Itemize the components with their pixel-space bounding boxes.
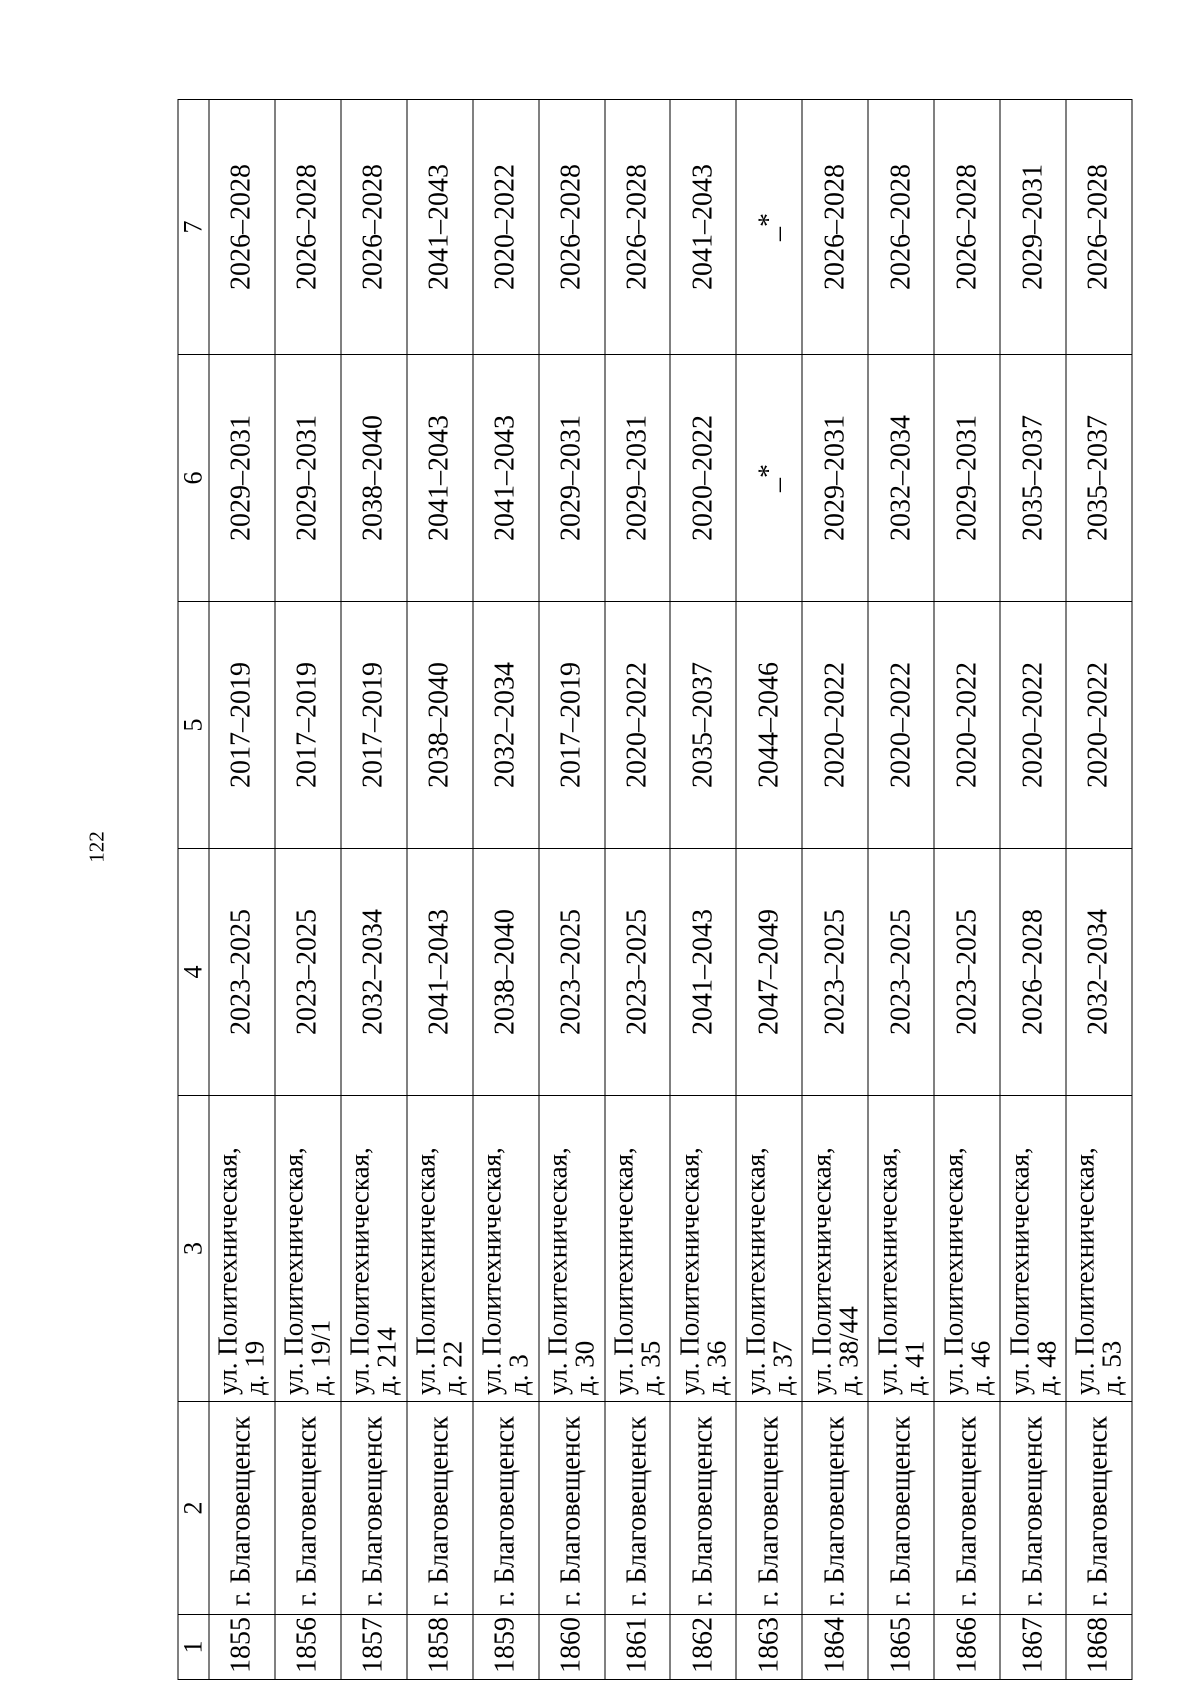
table-row	[802, 100, 868, 1680]
period-col-4: 2038–2040	[473, 849, 539, 1096]
row-number: 1857	[341, 1615, 407, 1680]
row-number: 1861	[605, 1615, 671, 1680]
period-col-6: 2035–2037	[1000, 355, 1066, 602]
period-col-6: 2041–2043	[407, 355, 473, 602]
period-col-7: 2020–2022	[473, 100, 539, 355]
data-table	[178, 99, 1133, 1680]
address-cell	[539, 1096, 605, 1402]
address-street: ул. Политехническая,	[542, 1147, 573, 1395]
city-cell: г. Благовещенск	[802, 1402, 868, 1615]
address-cell	[1000, 1096, 1066, 1402]
header-row	[178, 100, 209, 1680]
address-street: ул. Политехническая,	[344, 1147, 375, 1395]
period-col-4: 2026–2028	[1000, 849, 1066, 1096]
address-house: д. 36	[701, 1340, 732, 1395]
address-cell	[275, 1096, 341, 1402]
period-col-5: 2038–2040	[407, 602, 473, 849]
row-number: 1865	[868, 1615, 934, 1680]
city-cell: г. Благовещенск	[1066, 1402, 1132, 1615]
period-col-7: 2026–2028	[934, 100, 1000, 355]
address-house: д. 19/1	[305, 1319, 336, 1395]
address-house: д. 41	[899, 1340, 930, 1395]
period-col-7: 2026–2028	[802, 100, 868, 355]
address-house: д. 22	[437, 1340, 468, 1395]
row-number: 1856	[275, 1615, 341, 1680]
period-col-6: _*	[736, 355, 802, 602]
address-house: д. 30	[569, 1340, 600, 1395]
table-container	[178, 100, 1133, 1680]
period-col-4: 2032–2034	[341, 849, 407, 1096]
period-col-4: 2023–2025	[209, 849, 275, 1096]
period-col-6: 2020–2022	[670, 355, 736, 602]
period-col-7: 2041–2043	[670, 100, 736, 355]
header-col-2: 2	[178, 1402, 209, 1615]
address-cell	[670, 1096, 736, 1402]
period-col-5: 2017–2019	[209, 602, 275, 849]
address-cell	[802, 1096, 868, 1402]
table-row	[868, 100, 934, 1680]
city-cell: г. Благовещенск	[473, 1402, 539, 1615]
table-row	[539, 100, 605, 1680]
period-col-4: 2047–2049	[736, 849, 802, 1096]
table-row	[1000, 100, 1066, 1680]
period-col-7: 2026–2028	[1066, 100, 1132, 355]
period-col-6: 2029–2031	[934, 355, 1000, 602]
city-cell: г. Благовещенск	[736, 1402, 802, 1615]
table-row	[605, 100, 671, 1680]
address-street: ул. Политехническая,	[212, 1147, 243, 1395]
period-col-6: 2035–2037	[1066, 355, 1132, 602]
row-number: 1860	[539, 1615, 605, 1680]
row-number: 1868	[1066, 1615, 1132, 1680]
address-house: д. 19	[239, 1340, 270, 1395]
header-col-6: 6	[178, 355, 209, 602]
address-street: ул. Политехническая,	[1004, 1147, 1035, 1395]
table-row	[275, 100, 341, 1680]
city-cell: г. Благовещенск	[209, 1402, 275, 1615]
address-house: д. 46	[965, 1340, 996, 1395]
period-col-6: 2029–2031	[605, 355, 671, 602]
header-col-5: 5	[178, 602, 209, 849]
address-cell	[868, 1096, 934, 1402]
period-col-4: 2023–2025	[605, 849, 671, 1096]
address-house: д. 3	[503, 1354, 534, 1395]
period-col-7: _*	[736, 100, 802, 355]
address-street: ул. Политехническая,	[806, 1147, 837, 1395]
table-row	[736, 100, 802, 1680]
period-col-6: 2029–2031	[539, 355, 605, 602]
period-col-4: 2023–2025	[539, 849, 605, 1096]
table-row	[407, 100, 473, 1680]
header-col-1: 1	[178, 1615, 209, 1680]
period-col-6: 2032–2034	[868, 355, 934, 602]
address-house: д. 53	[1096, 1340, 1127, 1395]
row-number: 1867	[1000, 1615, 1066, 1680]
period-col-7: 2041–2043	[407, 100, 473, 355]
table-body	[178, 100, 1132, 1680]
address-cell	[934, 1096, 1000, 1402]
city-cell: г. Благовещенск	[407, 1402, 473, 1615]
address-street: ул. Политехническая,	[410, 1147, 441, 1395]
row-number: 1859	[473, 1615, 539, 1680]
table-row	[670, 100, 736, 1680]
address-house: д. 35	[635, 1340, 666, 1395]
period-col-5: 2020–2022	[1066, 602, 1132, 849]
period-col-5: 2017–2019	[539, 602, 605, 849]
address-street: ул. Политехническая,	[872, 1147, 903, 1395]
period-col-6: 2038–2040	[341, 355, 407, 602]
period-col-4: 2041–2043	[670, 849, 736, 1096]
city-cell: г. Благовещенск	[341, 1402, 407, 1615]
period-col-4: 2023–2025	[934, 849, 1000, 1096]
address-cell	[473, 1096, 539, 1402]
period-col-5: 2017–2019	[341, 602, 407, 849]
period-col-4: 2032–2034	[1066, 849, 1132, 1096]
address-street: ул. Политехническая,	[278, 1147, 309, 1395]
period-col-5: 2035–2037	[670, 602, 736, 849]
address-cell	[209, 1096, 275, 1402]
address-street: ул. Политехническая,	[938, 1147, 969, 1395]
row-number: 1866	[934, 1615, 1000, 1680]
period-col-7: 2029–2031	[1000, 100, 1066, 355]
period-col-5: 2020–2022	[1000, 602, 1066, 849]
address-cell	[605, 1096, 671, 1402]
header-col-4: 4	[178, 849, 209, 1096]
table-row	[473, 100, 539, 1680]
row-number: 1855	[209, 1615, 275, 1680]
period-col-5: 2017–2019	[275, 602, 341, 849]
address-street: ул. Политехническая,	[476, 1147, 507, 1395]
table-row	[1066, 100, 1132, 1680]
period-col-5: 2020–2022	[605, 602, 671, 849]
period-col-5: 2044–2046	[736, 602, 802, 849]
address-street: ул. Политехническая,	[674, 1147, 705, 1395]
address-house: д. 48	[1031, 1340, 1062, 1395]
city-cell: г. Благовещенск	[934, 1402, 1000, 1615]
period-col-5: 2020–2022	[934, 602, 1000, 849]
period-col-4: 2023–2025	[802, 849, 868, 1096]
city-cell: г. Благовещенск	[670, 1402, 736, 1615]
period-col-7: 2026–2028	[868, 100, 934, 355]
address-street: ул. Политехническая,	[608, 1147, 639, 1395]
period-col-4: 2023–2025	[868, 849, 934, 1096]
period-col-5: 2020–2022	[868, 602, 934, 849]
city-cell: г. Благовещенск	[275, 1402, 341, 1615]
header-col-3: 3	[178, 1096, 209, 1402]
period-col-6: 2029–2031	[275, 355, 341, 602]
address-house: д. 38/44	[833, 1306, 864, 1395]
table-row	[934, 100, 1000, 1680]
table-row	[341, 100, 407, 1680]
period-col-6: 2029–2031	[209, 355, 275, 602]
address-street: ул. Политехническая,	[1069, 1147, 1100, 1395]
row-number: 1862	[670, 1615, 736, 1680]
period-col-7: 2026–2028	[275, 100, 341, 355]
address-cell	[736, 1096, 802, 1402]
table-row	[209, 100, 275, 1680]
city-cell: г. Благовещенск	[868, 1402, 934, 1615]
row-number: 1858	[407, 1615, 473, 1680]
address-house: д. 37	[767, 1340, 798, 1395]
address-street: ул. Политехническая,	[740, 1147, 771, 1395]
row-number: 1864	[802, 1615, 868, 1680]
period-col-7: 2026–2028	[341, 100, 407, 355]
city-cell: г. Благовещенск	[539, 1402, 605, 1615]
period-col-4: 2023–2025	[275, 849, 341, 1096]
page-number: 122	[84, 831, 109, 863]
period-col-5: 2020–2022	[802, 602, 868, 849]
period-col-5: 2032–2034	[473, 602, 539, 849]
city-cell: г. Благовещенск	[1000, 1402, 1066, 1615]
period-col-7: 2026–2028	[539, 100, 605, 355]
address-cell	[341, 1096, 407, 1402]
address-cell	[407, 1096, 473, 1402]
city-cell: г. Благовещенск	[605, 1402, 671, 1615]
period-col-7: 2026–2028	[209, 100, 275, 355]
period-col-6: 2029–2031	[802, 355, 868, 602]
period-col-4: 2041–2043	[407, 849, 473, 1096]
header-col-7: 7	[178, 100, 209, 355]
period-col-6: 2041–2043	[473, 355, 539, 602]
address-cell	[1066, 1096, 1132, 1402]
period-col-7: 2026–2028	[605, 100, 671, 355]
address-house: д. 214	[371, 1327, 402, 1395]
row-number: 1863	[736, 1615, 802, 1680]
